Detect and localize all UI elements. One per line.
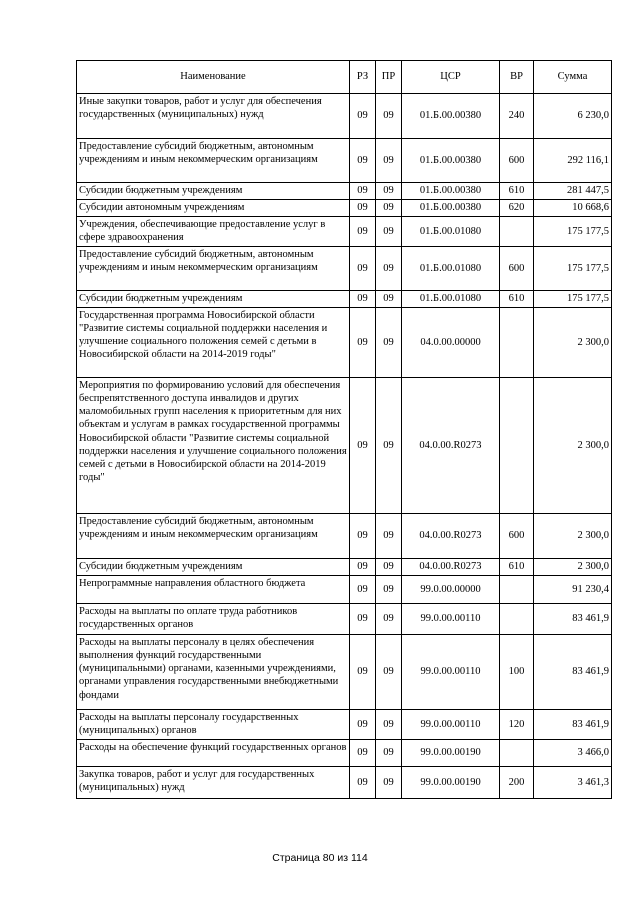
cell-pr: 09 — [376, 559, 402, 576]
cell-name: Субсидии бюджетным учреждениям — [77, 183, 350, 200]
table-row — [77, 200, 612, 217]
cell-rz: 09 — [350, 247, 376, 291]
cell-csr: 01.Б.00.00380 — [402, 183, 500, 200]
cell-name: Непрограммные направления областного бюджета — [77, 576, 350, 604]
cell-pr: 09 — [376, 740, 402, 767]
cell-name: Субсидии автономным учреждениям — [77, 200, 350, 217]
cell-rz: 09 — [350, 308, 376, 378]
cell-csr: 99.0.00.00190 — [402, 767, 500, 799]
header-sum: Сумма — [534, 61, 612, 94]
table-row — [77, 308, 612, 378]
table-row — [77, 767, 612, 799]
cell-rz: 09 — [350, 710, 376, 740]
cell-csr: 01.Б.00.01080 — [402, 247, 500, 291]
cell-csr: 99.0.00.00110 — [402, 710, 500, 740]
header-name: Наименование — [77, 61, 350, 94]
cell-rz: 09 — [350, 604, 376, 635]
cell-vr: 120 — [500, 710, 534, 740]
cell-vr — [500, 604, 534, 635]
cell-sum: 83 461,9 — [534, 710, 612, 740]
cell-rz: 09 — [350, 576, 376, 604]
cell-vr: 200 — [500, 767, 534, 799]
table-row — [77, 183, 612, 200]
cell-csr: 99.0.00.00110 — [402, 635, 500, 710]
cell-vr: 610 — [500, 291, 534, 308]
cell-rz: 09 — [350, 514, 376, 559]
cell-sum: 3 461,3 — [534, 767, 612, 799]
header-pr: ПР — [376, 61, 402, 94]
cell-name: Учреждения, обеспечивающие предоставление услуг в сфере здравоохранения — [77, 217, 350, 247]
cell-rz: 09 — [350, 378, 376, 514]
cell-pr: 09 — [376, 604, 402, 635]
cell-name: Расходы на выплаты персоналу государственных (муниципальных) органов — [77, 710, 350, 740]
cell-rz: 09 — [350, 635, 376, 710]
cell-csr: 04.0.00.R0273 — [402, 514, 500, 559]
cell-csr: 99.0.00.00000 — [402, 576, 500, 604]
cell-pr: 09 — [376, 514, 402, 559]
cell-vr — [500, 378, 534, 514]
cell-name: Иные закупки товаров, работ и услуг для обеспечения государственных (муниципальных) нужд — [77, 94, 350, 139]
cell-sum: 6 230,0 — [534, 94, 612, 139]
table-row — [77, 139, 612, 183]
cell-vr — [500, 217, 534, 247]
cell-vr — [500, 576, 534, 604]
cell-sum: 2 300,0 — [534, 308, 612, 378]
table-row — [77, 217, 612, 247]
cell-csr: 99.0.00.00110 — [402, 604, 500, 635]
cell-pr: 09 — [376, 308, 402, 378]
cell-vr — [500, 308, 534, 378]
table-row — [77, 291, 612, 308]
cell-sum: 83 461,9 — [534, 604, 612, 635]
cell-name: Предоставление субсидий бюджетным, автономным учреждениям и иным некоммерческим организациям — [77, 247, 350, 291]
cell-csr: 01.Б.00.00380 — [402, 200, 500, 217]
cell-sum: 2 300,0 — [534, 559, 612, 576]
cell-sum: 175 177,5 — [534, 291, 612, 308]
cell-name: Предоставление субсидий бюджетным, автономным учреждениям и иным некоммерческим организациям — [77, 139, 350, 183]
cell-vr: 600 — [500, 139, 534, 183]
cell-name: Субсидии бюджетным учреждениям — [77, 291, 350, 308]
cell-csr: 01.Б.00.00380 — [402, 94, 500, 139]
cell-pr: 09 — [376, 291, 402, 308]
cell-pr: 09 — [376, 247, 402, 291]
cell-csr: 04.0.00.00000 — [402, 308, 500, 378]
cell-sum: 91 230,4 — [534, 576, 612, 604]
cell-sum: 281 447,5 — [534, 183, 612, 200]
table-row — [77, 559, 612, 576]
cell-rz: 09 — [350, 767, 376, 799]
cell-csr: 01.Б.00.01080 — [402, 217, 500, 247]
cell-vr: 240 — [500, 94, 534, 139]
cell-vr: 100 — [500, 635, 534, 710]
cell-csr: 01.Б.00.00380 — [402, 139, 500, 183]
header-rz: РЗ — [350, 61, 376, 94]
cell-vr: 620 — [500, 200, 534, 217]
table-header-row — [77, 61, 612, 94]
cell-name: Расходы на выплаты персоналу в целях обеспечения выполнения функций государственными (муниципальными) органами, казенными учреждениями, органами управления государственными внебюджетными фондами — [77, 635, 350, 710]
cell-pr: 09 — [376, 635, 402, 710]
cell-csr: 04.0.00.R0273 — [402, 378, 500, 514]
cell-sum: 292 116,1 — [534, 139, 612, 183]
cell-pr: 09 — [376, 94, 402, 139]
table-row — [77, 247, 612, 291]
cell-csr: 99.0.00.00190 — [402, 740, 500, 767]
table-row — [77, 604, 612, 635]
cell-sum: 175 177,5 — [534, 217, 612, 247]
page-number: Страница 80 из 114 — [272, 852, 368, 864]
cell-name: Расходы на обеспечение функций государственных органов — [77, 740, 350, 767]
cell-name: Расходы на выплаты по оплате труда работников государственных органов — [77, 604, 350, 635]
cell-pr: 09 — [376, 183, 402, 200]
cell-name: Предоставление субсидий бюджетным, автономным учреждениям и иным некоммерческим организациям — [77, 514, 350, 559]
cell-name: Субсидии бюджетным учреждениям — [77, 559, 350, 576]
cell-rz: 09 — [350, 94, 376, 139]
cell-sum: 2 300,0 — [534, 514, 612, 559]
cell-rz: 09 — [350, 291, 376, 308]
cell-pr: 09 — [376, 217, 402, 247]
cell-csr: 01.Б.00.01080 — [402, 291, 500, 308]
table-row — [77, 94, 612, 139]
cell-rz: 09 — [350, 559, 376, 576]
cell-sum: 83 461,9 — [534, 635, 612, 710]
header-csr: ЦСР — [402, 61, 500, 94]
cell-pr: 09 — [376, 767, 402, 799]
cell-name: Мероприятия по формированию условий для обеспечения беспрепятственного доступа инвалидов и других маломобильных групп населения к приоритетным для них объектам и услугам в рамках государственной программы Новосибирской области "Развитие системы социальной поддержки населения и улучшение социального положения семей с детьми в Новосибирской области на 2014-2019 годы" — [77, 378, 350, 514]
cell-pr: 09 — [376, 710, 402, 740]
header-vr: ВР — [500, 61, 534, 94]
cell-sum: 2 300,0 — [534, 378, 612, 514]
table-row — [77, 378, 612, 514]
cell-name: Государственная программа Новосибирской области "Развитие системы социальной поддержки населения и улучшение социального положения семей с детьми в Новосибирской области на 2014-2019 годы" — [77, 308, 350, 378]
cell-rz: 09 — [350, 183, 376, 200]
table-row — [77, 514, 612, 559]
cell-sum: 175 177,5 — [534, 247, 612, 291]
cell-rz: 09 — [350, 740, 376, 767]
cell-rz: 09 — [350, 217, 376, 247]
cell-sum: 3 466,0 — [534, 740, 612, 767]
table-row — [77, 710, 612, 740]
cell-vr: 610 — [500, 559, 534, 576]
cell-name: Закупка товаров, работ и услуг для государственных (муниципальных) нужд — [77, 767, 350, 799]
cell-pr: 09 — [376, 576, 402, 604]
cell-pr: 09 — [376, 200, 402, 217]
table-row — [77, 635, 612, 710]
budget-table — [76, 60, 612, 799]
table-row — [77, 740, 612, 767]
cell-vr: 600 — [500, 514, 534, 559]
cell-pr: 09 — [376, 378, 402, 514]
cell-sum: 10 668,6 — [534, 200, 612, 217]
cell-vr: 600 — [500, 247, 534, 291]
cell-pr: 09 — [376, 139, 402, 183]
cell-rz: 09 — [350, 139, 376, 183]
cell-vr — [500, 740, 534, 767]
cell-csr: 04.0.00.R0273 — [402, 559, 500, 576]
cell-rz: 09 — [350, 200, 376, 217]
cell-vr: 610 — [500, 183, 534, 200]
table-row — [77, 576, 612, 604]
